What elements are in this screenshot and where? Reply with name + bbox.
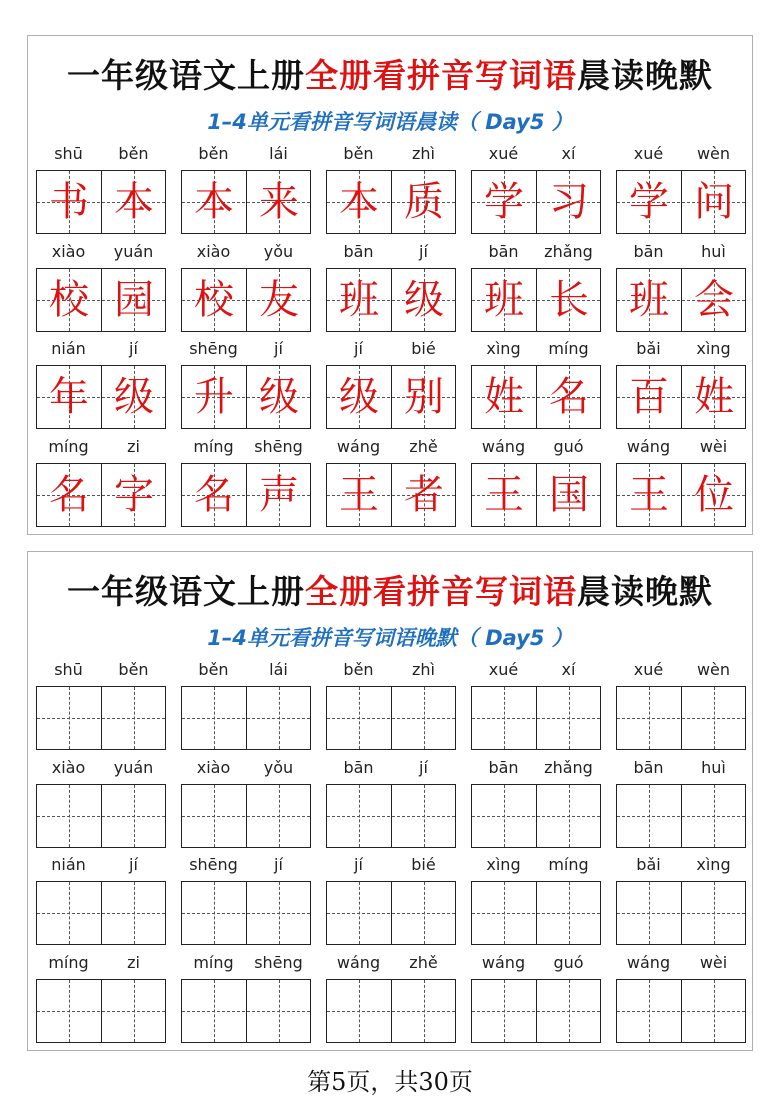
grid-guide-line <box>214 980 215 1042</box>
grid-guide-line <box>617 718 745 719</box>
pinyin-label: xìng <box>486 339 521 358</box>
grid-guide-line <box>69 980 70 1042</box>
pinyin-label: wèi <box>699 436 728 456</box>
title-part-3: 晨读晚默 <box>577 56 713 95</box>
hanzi-character: 会 <box>694 276 734 323</box>
word-item <box>36 433 166 529</box>
writing-box[interactable] <box>326 881 456 945</box>
writing-box[interactable] <box>471 784 601 848</box>
pinyin-label: jí <box>274 339 283 358</box>
word-item <box>616 851 746 947</box>
hanzi-character: 园 <box>114 276 154 323</box>
hanzi-character: 质 <box>404 179 444 225</box>
grid-guide-line <box>714 687 715 749</box>
pinyin-label: wèn <box>696 660 731 679</box>
hanzi-character: 校 <box>49 276 89 323</box>
character-box <box>616 463 746 527</box>
grid-guide-line <box>182 1011 310 1012</box>
character-box <box>181 463 311 527</box>
pinyin-label: xiào <box>51 241 86 261</box>
hanzi-character: 别 <box>404 374 444 420</box>
grid-guide-line <box>37 913 165 914</box>
word-item <box>181 433 311 529</box>
pinyin-label: bié <box>411 339 436 358</box>
writing-box[interactable] <box>36 686 166 750</box>
word-item <box>471 238 601 334</box>
hanzi-character: 校 <box>194 276 234 323</box>
grid-guide-line <box>617 913 745 914</box>
pinyin-label: nián <box>51 855 86 874</box>
writing-box[interactable] <box>36 881 166 945</box>
hanzi-character: 本 <box>339 179 379 225</box>
word-item <box>616 335 746 431</box>
word-item <box>616 949 746 1045</box>
character-box <box>616 170 746 234</box>
pinyin-label: yǒu <box>263 241 294 261</box>
pinyin-label: bān <box>488 757 519 777</box>
pinyin-label: shēng <box>254 436 303 456</box>
word-item <box>181 335 311 431</box>
hanzi-character: 声 <box>259 471 299 518</box>
hanzi-character: 学 <box>629 179 669 225</box>
word-item <box>36 754 166 850</box>
pinyin-label: bǎi <box>636 855 661 874</box>
pinyin-label: lái <box>269 144 288 163</box>
grid-guide-line <box>37 1011 165 1012</box>
pinyin-label: jí <box>354 339 363 358</box>
writing-box[interactable] <box>616 979 746 1043</box>
pinyin-label: zhě <box>409 436 438 456</box>
word-item <box>471 851 601 947</box>
character-box <box>471 170 601 234</box>
pinyin-label: xí <box>561 144 576 163</box>
hanzi-character: 王 <box>629 471 669 518</box>
grid-guide-line <box>182 816 310 817</box>
word-item <box>181 656 311 752</box>
grid-guide-line <box>214 687 215 749</box>
pinyin-label: xué <box>488 144 519 163</box>
hanzi-character: 国 <box>549 471 589 518</box>
grid-guide-line <box>424 687 425 749</box>
word-item <box>326 433 456 529</box>
pinyin-label: yuán <box>113 757 154 777</box>
word-item <box>471 140 601 236</box>
grid-guide-line <box>424 882 425 944</box>
grid-guide-line <box>182 913 310 914</box>
section-subtitle: 1–4单元看拼音写词语晨读（ Day5 ） <box>207 110 573 134</box>
grid-guide-line <box>327 1011 455 1012</box>
writing-box[interactable] <box>616 784 746 848</box>
title-part-2: 全册看拼音写词语 <box>305 56 577 95</box>
pinyin-label: guó <box>553 952 584 972</box>
character-box <box>326 268 456 332</box>
page-footer: 第5页，共30页 <box>307 1068 473 1096</box>
title-part-2: 全册看拼音写词语 <box>305 572 577 611</box>
pinyin-label: běn <box>343 144 374 163</box>
pinyin-label: zhì <box>412 660 435 679</box>
pinyin-label: shū <box>54 660 83 679</box>
writing-box[interactable] <box>36 979 166 1043</box>
character-box <box>616 268 746 332</box>
grid-guide-line <box>359 687 360 749</box>
word-item <box>326 140 456 236</box>
character-box <box>36 170 166 234</box>
pinyin-label: xué <box>488 660 519 679</box>
hanzi-character: 级 <box>404 276 444 323</box>
hanzi-character: 百 <box>629 374 669 420</box>
word-item <box>326 335 456 431</box>
hanzi-character: 班 <box>484 276 524 323</box>
hanzi-character: 年 <box>49 374 89 420</box>
hanzi-character: 名 <box>549 374 589 420</box>
pinyin-label: wáng <box>626 436 671 456</box>
word-grid <box>36 656 746 1048</box>
grid-guide-line <box>504 882 505 944</box>
word-item <box>181 140 311 236</box>
pinyin-label: yuán <box>113 241 154 261</box>
pinyin-label: xiào <box>196 757 231 777</box>
pinyin-label: zhì <box>412 144 435 163</box>
word-item <box>181 754 311 850</box>
title-part-3: 晨读晚默 <box>577 572 713 611</box>
character-box <box>471 365 601 429</box>
hanzi-character: 班 <box>339 276 379 323</box>
grid-guide-line <box>472 913 600 914</box>
writing-box[interactable] <box>616 881 746 945</box>
pinyin-label: míng <box>193 952 234 972</box>
grid-guide-line <box>182 718 310 719</box>
hanzi-character: 者 <box>404 471 444 518</box>
pinyin-label: běn <box>118 144 149 163</box>
writing-box[interactable] <box>181 686 311 750</box>
grid-guide-line <box>617 1011 745 1012</box>
grid-guide-line <box>69 882 70 944</box>
grid-guide-line <box>649 980 650 1042</box>
character-box <box>181 170 311 234</box>
hanzi-character: 姓 <box>484 374 524 420</box>
word-item <box>181 851 311 947</box>
word-item <box>471 656 601 752</box>
writing-box[interactable] <box>326 979 456 1043</box>
word-item <box>326 238 456 334</box>
word-row <box>36 851 746 947</box>
grid-guide-line <box>504 687 505 749</box>
pinyin-label: bān <box>633 241 664 261</box>
grid-guide-line <box>134 980 135 1042</box>
grid-guide-line <box>714 785 715 847</box>
pinyin-label: wáng <box>336 436 381 456</box>
grid-guide-line <box>649 882 650 944</box>
grid-guide-line <box>424 785 425 847</box>
grid-guide-line <box>134 785 135 847</box>
hanzi-character: 来 <box>259 179 299 225</box>
writing-box[interactable] <box>36 784 166 848</box>
pinyin-label: lái <box>269 660 288 679</box>
word-item <box>471 433 601 529</box>
grid-guide-line <box>569 687 570 749</box>
grid-guide-line <box>134 882 135 944</box>
hanzi-character: 班 <box>629 276 669 323</box>
character-box <box>471 463 601 527</box>
grid-guide-line <box>472 718 600 719</box>
word-item <box>36 851 166 947</box>
character-box <box>36 463 166 527</box>
word-item <box>326 656 456 752</box>
character-box <box>616 365 746 429</box>
grid-guide-line <box>37 718 165 719</box>
pinyin-label: zhě <box>409 952 438 972</box>
title-part-1: 一年级语文上册 <box>67 572 305 611</box>
grid-guide-line <box>504 785 505 847</box>
pinyin-label: běn <box>198 144 229 163</box>
pinyin-label: bān <box>343 757 374 777</box>
hanzi-character: 习 <box>549 179 589 225</box>
pinyin-label: xí <box>561 660 576 679</box>
pinyin-label: bān <box>488 241 519 261</box>
word-grid <box>36 140 746 532</box>
pinyin-label: huì <box>701 757 726 777</box>
word-item <box>181 238 311 334</box>
character-box <box>181 268 311 332</box>
pinyin-label: wáng <box>626 952 671 972</box>
grid-guide-line <box>69 687 70 749</box>
pinyin-label: bié <box>411 855 436 874</box>
pinyin-label: zhǎng <box>544 241 593 261</box>
word-item <box>36 656 166 752</box>
grid-guide-line <box>472 816 600 817</box>
grid-guide-line <box>279 882 280 944</box>
grid-guide-line <box>327 816 455 817</box>
worksheet-evening-dictation <box>27 551 753 1051</box>
grid-guide-line <box>569 785 570 847</box>
hanzi-character: 名 <box>194 471 234 518</box>
word-item <box>616 238 746 334</box>
grid-guide-line <box>359 882 360 944</box>
grid-guide-line <box>472 1011 600 1012</box>
hanzi-character: 学 <box>484 179 524 225</box>
grid-guide-line <box>649 785 650 847</box>
pinyin-label: wèn <box>696 144 731 163</box>
grid-guide-line <box>359 785 360 847</box>
word-item <box>181 949 311 1045</box>
worksheet-morning-reading <box>27 35 753 535</box>
pinyin-label: yǒu <box>263 757 294 777</box>
character-box <box>326 463 456 527</box>
pinyin-label: huì <box>701 241 726 261</box>
grid-guide-line <box>504 980 505 1042</box>
pinyin-label: shēng <box>189 339 238 358</box>
word-item <box>326 851 456 947</box>
grid-guide-line <box>279 980 280 1042</box>
character-box <box>36 268 166 332</box>
hanzi-character: 名 <box>49 471 89 518</box>
character-box <box>181 365 311 429</box>
word-item <box>616 140 746 236</box>
pinyin-label: běn <box>343 660 374 679</box>
grid-guide-line <box>649 687 650 749</box>
writing-box[interactable] <box>181 881 311 945</box>
grid-guide-line <box>279 687 280 749</box>
grid-guide-line <box>37 816 165 817</box>
pinyin-label: bān <box>633 757 664 777</box>
pinyin-label: jí <box>419 757 428 777</box>
word-item <box>471 949 601 1045</box>
hanzi-character: 王 <box>484 471 524 518</box>
grid-guide-line <box>617 816 745 817</box>
word-item <box>616 433 746 529</box>
pinyin-label: míng <box>193 436 234 456</box>
pinyin-label: jí <box>419 241 428 261</box>
word-row <box>36 754 746 850</box>
word-row <box>36 949 746 1045</box>
word-row <box>36 238 746 334</box>
pinyin-label: wèi <box>699 952 728 972</box>
pinyin-label: guó <box>553 436 584 456</box>
grid-guide-line <box>714 980 715 1042</box>
pinyin-label: wáng <box>481 436 526 456</box>
hanzi-character: 书 <box>49 179 89 225</box>
pinyin-label: míng <box>548 339 589 358</box>
writing-box[interactable] <box>471 686 601 750</box>
pinyin-label: shēng <box>254 952 303 972</box>
section-subtitle: 1–4单元看拼音写词语晚默（ Day5 ） <box>207 626 573 650</box>
pinyin-label: míng <box>48 436 89 456</box>
writing-box[interactable] <box>326 686 456 750</box>
word-item <box>36 335 166 431</box>
pinyin-label: shū <box>54 144 83 163</box>
hanzi-character: 姓 <box>694 374 734 420</box>
grid-guide-line <box>359 980 360 1042</box>
character-box <box>36 365 166 429</box>
grid-guide-line <box>424 980 425 1042</box>
character-box <box>471 268 601 332</box>
character-box <box>326 170 456 234</box>
hanzi-character: 长 <box>549 276 589 323</box>
hanzi-character: 友 <box>259 276 299 323</box>
grid-guide-line <box>569 882 570 944</box>
pinyin-label: míng <box>548 855 589 874</box>
pinyin-label: xìng <box>486 855 521 874</box>
pinyin-label: zi <box>127 436 140 456</box>
pinyin-label: běn <box>198 660 229 679</box>
pinyin-label: zi <box>127 952 140 972</box>
hanzi-character: 级 <box>339 374 379 420</box>
character-box <box>326 365 456 429</box>
hanzi-character: 王 <box>339 471 379 518</box>
word-item <box>326 949 456 1045</box>
word-item <box>326 754 456 850</box>
grid-guide-line <box>327 913 455 914</box>
hanzi-character: 位 <box>694 471 734 518</box>
title-part-1: 一年级语文上册 <box>67 56 305 95</box>
worksheet-title <box>28 50 752 97</box>
pinyin-label: xué <box>633 660 664 679</box>
pinyin-label: xiào <box>51 757 86 777</box>
word-row <box>36 335 746 431</box>
writing-box[interactable] <box>616 686 746 750</box>
word-item <box>471 754 601 850</box>
hanzi-character: 问 <box>694 179 734 225</box>
word-item <box>36 238 166 334</box>
pinyin-label: nián <box>51 339 86 358</box>
grid-guide-line <box>214 882 215 944</box>
writing-box[interactable] <box>181 784 311 848</box>
word-row <box>36 433 746 529</box>
pinyin-label: shēng <box>189 855 238 874</box>
pinyin-label: bān <box>343 241 374 261</box>
hanzi-character: 级 <box>259 374 299 420</box>
grid-guide-line <box>214 785 215 847</box>
grid-guide-line <box>69 785 70 847</box>
pinyin-label: míng <box>48 952 89 972</box>
pinyin-label: wáng <box>336 952 381 972</box>
hanzi-character: 字 <box>114 471 154 518</box>
pinyin-label: běn <box>118 660 149 679</box>
writing-box[interactable] <box>326 784 456 848</box>
pinyin-label: xìng <box>696 855 731 874</box>
pinyin-label: zhǎng <box>544 757 593 777</box>
word-row <box>36 140 746 236</box>
word-row <box>36 656 746 752</box>
grid-guide-line <box>134 687 135 749</box>
pinyin-label: jí <box>354 855 363 874</box>
word-item <box>36 140 166 236</box>
pinyin-label: jí <box>129 339 138 358</box>
worksheet-title <box>28 566 752 613</box>
hanzi-character: 本 <box>194 179 234 225</box>
hanzi-character: 本 <box>114 179 154 225</box>
pinyin-label: wáng <box>481 952 526 972</box>
pinyin-label: jí <box>274 855 283 874</box>
word-item <box>616 754 746 850</box>
pinyin-label: xìng <box>696 339 731 358</box>
hanzi-character: 升 <box>194 374 234 420</box>
word-item <box>616 656 746 752</box>
grid-guide-line <box>714 882 715 944</box>
hanzi-character: 级 <box>114 374 154 420</box>
grid-guide-line <box>569 980 570 1042</box>
pinyin-label: bǎi <box>636 339 661 358</box>
pinyin-label: jí <box>129 855 138 874</box>
pinyin-label: xiào <box>196 241 231 261</box>
writing-box[interactable] <box>471 881 601 945</box>
writing-box[interactable] <box>471 979 601 1043</box>
grid-guide-line <box>279 785 280 847</box>
writing-box[interactable] <box>181 979 311 1043</box>
pinyin-label: xué <box>633 144 664 163</box>
grid-guide-line <box>327 718 455 719</box>
word-item <box>36 949 166 1045</box>
word-item <box>471 335 601 431</box>
